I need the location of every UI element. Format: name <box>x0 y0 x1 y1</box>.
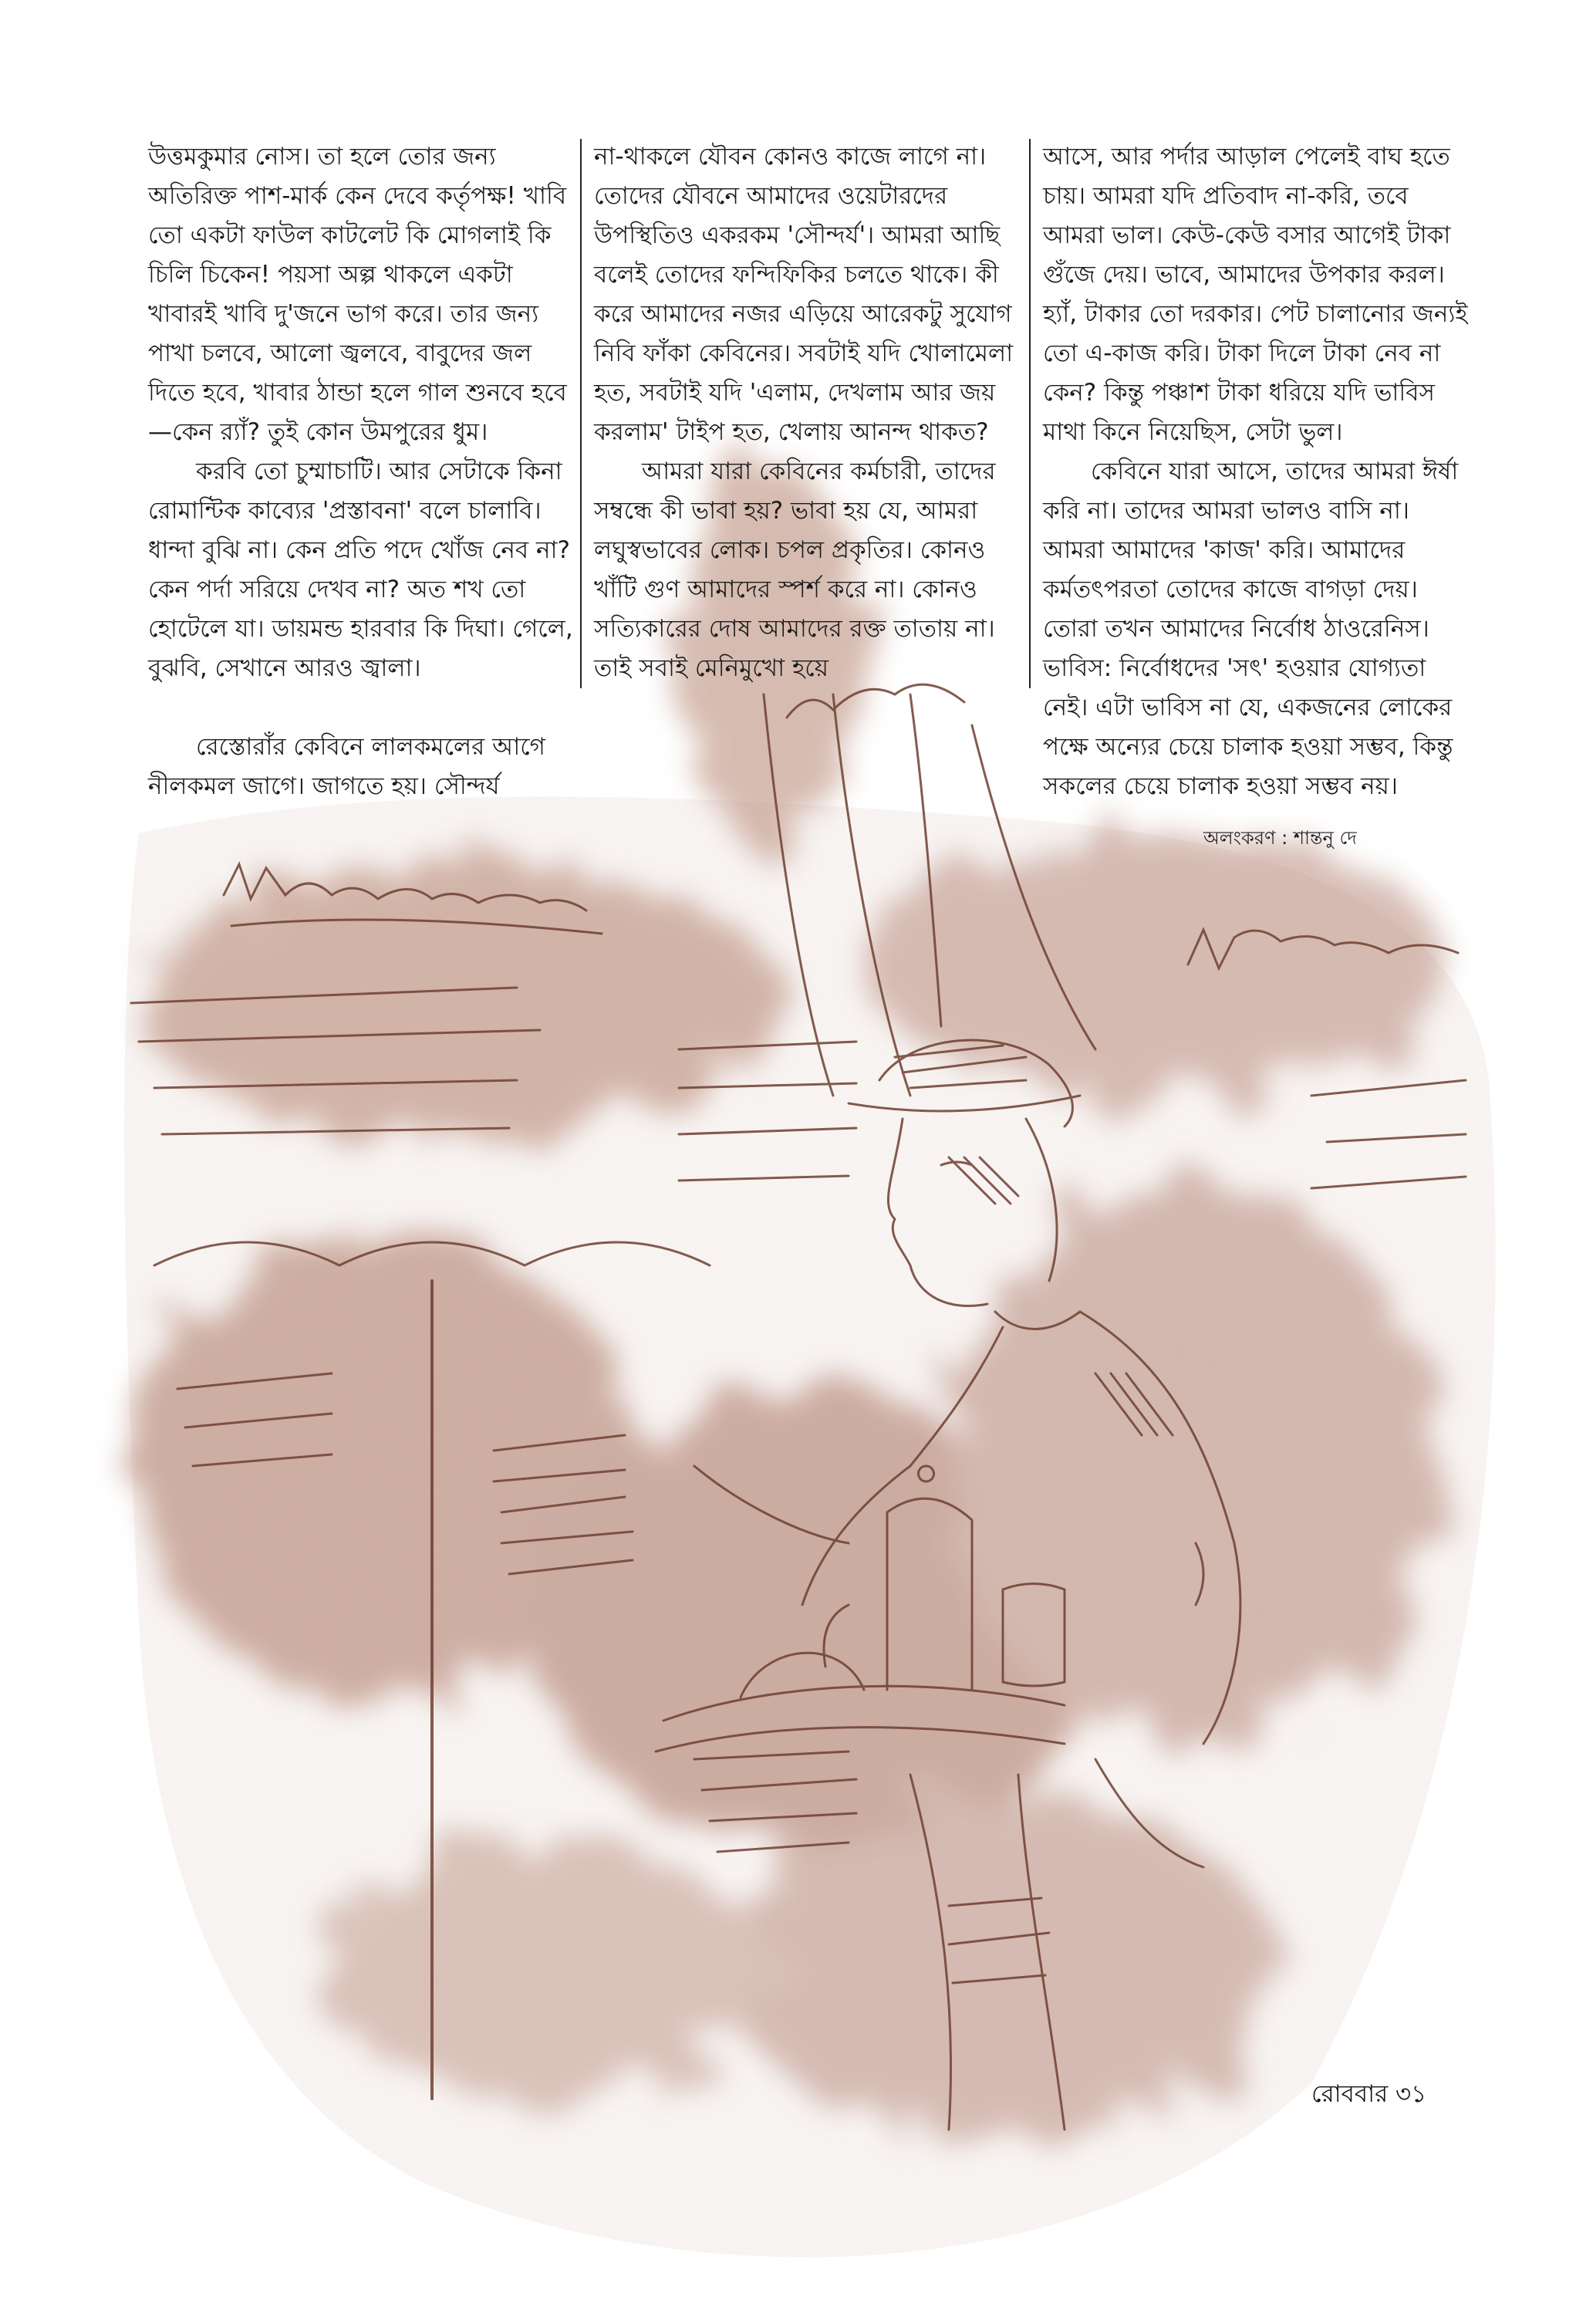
paragraph: আমরা যারা কেবিনের কর্মচারী, তাদের সম্বন্ধে কী ভাবা হয়? ভাবা হয় যে, আমরা লঘুস্বভাবের লোক। চপল প্রকৃতির। কোনও খাঁটি গুণ আমাদের স্পর্শ করে না। কোনও সত্যিকারের দোষ আমাদের রক্ত তাতায় না। তাই সবাই মেনিমুখো হয়ে <box>594 458 996 682</box>
text-column-2 <box>594 137 1034 688</box>
paragraph: না-থাকলে যৌবন কোনও কাজে লাগে না। তোদের যৌবনে আমাদের ওয়েটারদের উপস্থিতিও একরকম 'সৌন্দর্য'। আমরা আছি বলেই তোদের ফন্দিফিকির চলতে থাকে। কী করে আমাদের নজর এড়িয়ে আরেকটু সুযোগ নিবি ফাঁকা কেবিনের। সবটাই যদি খোলামেলা হত, সবটাই যদি 'এলাম, দেখলাম আর জয় করলাম' টাইপ হত, খেলায় আনন্দ থাকত? <box>594 143 1014 446</box>
paragraph: করবি তো চুম্মাচাটি। আর সেটাকে কিনা রোমান্টিক কাব্যের 'প্রস্তাবনা' বলে চালাবি। ধান্দা বুঝি না। কেন প্রতি পদে খোঁজ নেব না? কেন পর্দা সরিয়ে দেখব না? অত শখ তো হোটেলে যা। ডায়মন্ড হারবার কি দিঘা। গেলে, বুঝবি, সেখানে আরও জ্বালা। <box>148 458 573 682</box>
paragraph: আসে, আর পর্দার আড়াল পেলেই বাঘ হতে চায়। আমরা যদি প্রতিবাদ না-করি, তবে আমরা ভাল। কেউ-কেউ বসার আগেই টাকা গুঁজে দেয়। ভাবে, আমাদের উপকার করল। হ্যাঁ, টাকার তো দরকার। পেট চালানোর জন্যই তো এ-কাজ করি। টাকা দিলে টাকা নেব না কেন? কিন্তু পঞ্চাশ টাকা ধরিয়ে যদি ভাবিস মাথা কিনে নিয়েছিস, সেটা ভুল। <box>1043 143 1468 446</box>
paragraph: রেস্তোরাঁর কেবিনে লালকমলের আগে নীলকমল জাগে। জাগতে হয়। সৌন্দর্য <box>148 733 545 800</box>
illustration-credit: অলংকরণ : শান্তনু দে <box>1203 827 1357 849</box>
column-divider-1 <box>580 139 582 688</box>
page-folio: রোববার ৩১ <box>1311 2080 1427 2108</box>
paragraph: উত্তমকুমার নোস। তা হলে তোর জন্য অতিরিক্ত পাশ-মার্ক কেন দেবে কর্তৃপক্ষ! খাবি তো একটা ফাউল কাটলেট কি মোগলাই কি চিলি চিকেন! পয়সা অল্প থাকলে একটা খাবারই খাবি দু'জনে ভাগ করে। তার জন্য পাখা চলবে, আলো জ্বলবে, বাবুদের জল দিতে হবে, খাবার ঠান্ডা হলে গাল শুনবে হবে—কেন র‍্যাঁ? তুই কোন উমপুরের ধুম। <box>148 143 567 446</box>
paragraph: কেবিনে যারা আসে, তাদের আমরা ঈর্ষা করি না। তাদের আমরা ভালও বাসি না। আমরা আমাদের 'কাজ' করি। আমাদের কর্মতৎপরতা তোদের কাজে বাগড়া দেয়। তোরা তখন আমাদের নির্বোধ ঠাওরেনিস। ভাবিস: নির্বোধদের 'সৎ' হওয়ার যোগ্যতা নেই। এটা ভাবিস না যে, একজনের লোকের পক্ষে অন্যের চেয়ে চালাক হওয়া সম্ভব, কিন্তু সকলের চেয়ে চালাক হওয়া সম্ভব নয়। <box>1043 458 1459 800</box>
text-column-1 <box>148 137 580 806</box>
text-column-3 <box>1043 137 1475 806</box>
